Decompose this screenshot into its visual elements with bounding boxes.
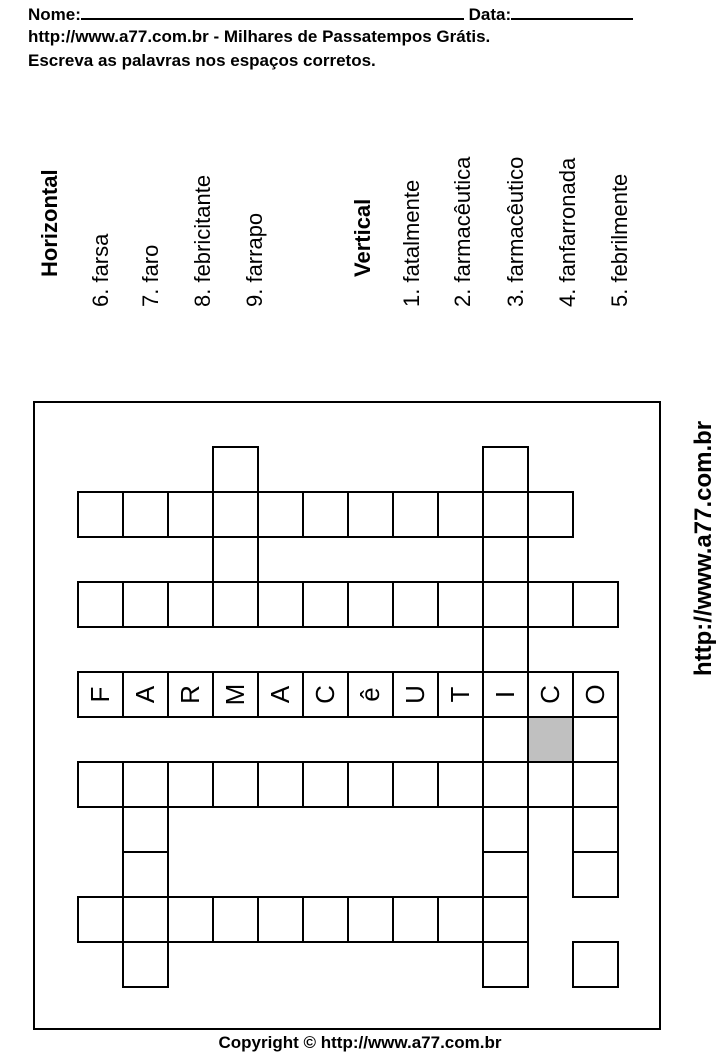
cell-letter: F — [85, 686, 115, 703]
cell-letter: M — [220, 683, 250, 706]
grid-cell[interactable] — [122, 761, 169, 808]
horizontal-clue-7: 7. faro — [138, 244, 163, 307]
instruction-line: Escreva as palavras nos espaços corretos. — [28, 51, 376, 70]
date-label: Data: — [468, 5, 512, 24]
cell-letter: U — [400, 685, 430, 704]
grid-cell[interactable] — [257, 581, 304, 628]
grid-cell[interactable] — [77, 896, 124, 943]
horizontal-title: Horizontal — [37, 169, 62, 277]
grid-cell[interactable] — [167, 761, 214, 808]
grid-cell[interactable] — [347, 896, 394, 943]
grid-cell[interactable] — [572, 941, 619, 988]
cell-letter: C — [535, 685, 565, 704]
name-field[interactable] — [81, 3, 464, 20]
cell-letter: ê — [355, 687, 385, 702]
grid-cell[interactable] — [257, 896, 304, 943]
cell-letter: O — [580, 684, 610, 705]
grid-cell[interactable] — [212, 581, 259, 628]
grid-cell[interactable] — [302, 671, 349, 718]
grid-cell[interactable] — [122, 491, 169, 538]
grid-cell[interactable] — [527, 491, 574, 538]
cell-letter: I — [490, 690, 520, 699]
cell-letter: R — [175, 685, 205, 704]
vertical-clue-4: 4. fanfarronada — [555, 157, 580, 307]
grid-cell[interactable] — [482, 896, 529, 943]
grid-cell[interactable] — [527, 581, 574, 628]
grid-cell[interactable] — [392, 491, 439, 538]
vertical-clue-1: 1. fatalmente — [399, 179, 424, 307]
grid-cell[interactable] — [212, 536, 259, 583]
grid-cell[interactable] — [77, 671, 124, 718]
grid-cell[interactable] — [527, 671, 574, 718]
grid-cell[interactable] — [257, 491, 304, 538]
grid-cell[interactable] — [347, 761, 394, 808]
grid-cell[interactable] — [482, 806, 529, 853]
grid-cell[interactable] — [527, 761, 574, 808]
side-url: http://www.a77.com.br — [690, 420, 717, 676]
grid-cell[interactable] — [122, 671, 169, 718]
vertical-title: Vertical — [350, 198, 375, 277]
grid-cell[interactable] — [392, 896, 439, 943]
grid-cell[interactable] — [572, 716, 619, 763]
grid-cell[interactable] — [437, 671, 484, 718]
grid-cell[interactable] — [302, 491, 349, 538]
grid-cell[interactable] — [257, 761, 304, 808]
grid-cell[interactable] — [437, 581, 484, 628]
grid-cell[interactable] — [167, 491, 214, 538]
copyright-footer: Copyright © http://www.a77.com.br — [218, 1033, 502, 1052]
vertical-clue-5: 5. febrilmente — [607, 173, 632, 307]
grid-cell[interactable] — [392, 761, 439, 808]
grid-cell[interactable] — [212, 671, 259, 718]
grid-cell[interactable] — [482, 446, 529, 493]
grid-cell[interactable] — [482, 491, 529, 538]
grid-cell[interactable] — [257, 671, 304, 718]
grid-cell[interactable] — [77, 581, 124, 628]
grid-cell[interactable] — [392, 581, 439, 628]
grid-cell[interactable] — [482, 581, 529, 628]
grid-cell[interactable] — [572, 806, 619, 853]
grid-cell[interactable] — [482, 941, 529, 988]
grid-cell[interactable] — [482, 536, 529, 583]
grid-cell[interactable] — [77, 761, 124, 808]
grid-cell[interactable] — [572, 851, 619, 898]
grid-cell[interactable] — [437, 491, 484, 538]
cell-letter: A — [265, 685, 295, 704]
name-label: Nome: — [28, 5, 81, 24]
cell-letter: C — [310, 685, 340, 704]
grid-cell[interactable] — [167, 671, 214, 718]
grid-cell[interactable] — [347, 581, 394, 628]
grid-cell[interactable] — [482, 626, 529, 673]
name-date-line — [28, 3, 633, 25]
grid-cell[interactable] — [392, 671, 439, 718]
grid-cell[interactable] — [167, 896, 214, 943]
shaded-cell — [527, 716, 574, 763]
horizontal-clue-9: 9. farrapo — [242, 212, 267, 307]
grid-cell[interactable] — [482, 716, 529, 763]
grid-cell[interactable] — [347, 671, 394, 718]
vertical-clue-2: 2. farmacêutica — [450, 156, 475, 307]
grid-cell[interactable] — [437, 896, 484, 943]
date-field[interactable] — [511, 3, 633, 20]
grid-cell[interactable] — [572, 761, 619, 808]
cell-letter: T — [445, 686, 475, 703]
cell-letter: A — [130, 685, 160, 704]
grid-cell[interactable] — [212, 446, 259, 493]
grid-cell[interactable] — [122, 896, 169, 943]
grid-cell[interactable] — [437, 761, 484, 808]
grid-cell[interactable] — [482, 671, 529, 718]
grid-cell[interactable] — [572, 671, 619, 718]
grid-cell[interactable] — [212, 761, 259, 808]
vertical-clue-3: 3. farmacêutico — [503, 156, 528, 307]
horizontal-clue-6: 6. farsa — [88, 233, 113, 307]
site-line: http://www.a77.com.br - Milhares de Passatempos Grátis. — [28, 27, 491, 46]
grid-cell[interactable] — [167, 581, 214, 628]
grid-cell[interactable] — [77, 491, 124, 538]
grid-cell[interactable] — [482, 851, 529, 898]
grid-cell[interactable] — [212, 491, 259, 538]
grid-cell[interactable] — [212, 896, 259, 943]
grid-cell[interactable] — [122, 941, 169, 988]
grid-cell[interactable] — [302, 581, 349, 628]
grid-cell[interactable] — [122, 851, 169, 898]
horizontal-clue-8: 8. febricitante — [190, 174, 215, 307]
grid-cell[interactable] — [122, 581, 169, 628]
grid-cell[interactable] — [482, 761, 529, 808]
grid-cell[interactable] — [572, 581, 619, 628]
grid-cell[interactable] — [122, 806, 169, 853]
grid-cell[interactable] — [347, 491, 394, 538]
grid-cell[interactable] — [302, 896, 349, 943]
grid-cell[interactable] — [302, 761, 349, 808]
